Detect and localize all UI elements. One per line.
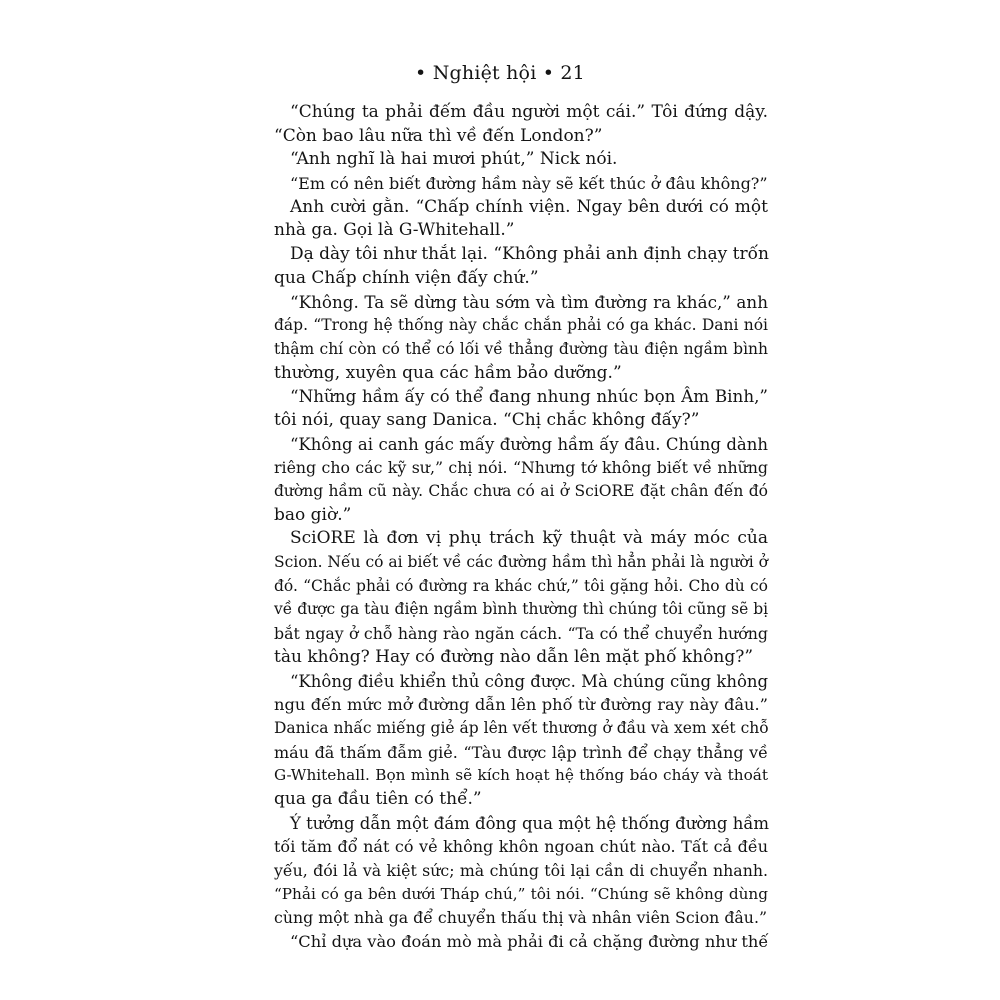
text-line: “Không. Ta sẽ dừng tàu sớm và tìm đường ra khác,” anh	[290, 291, 768, 312]
text-line: ngu đến mức mở đường dẫn lên phố từ đường ray này đâu.”	[274, 695, 768, 715]
text-line: G-Whitehall. Bọn mình sẽ kích hoạt hệ thống báo cháy và thoát	[274, 766, 768, 785]
text-line: bắt ngay ở chỗ hàng rào ngăn cách. “Ta có thể chuyển hướng	[274, 624, 768, 644]
running-header: • Nghiệt hội • 21	[415, 62, 585, 84]
text-line: máu đã thấm đẫm giẻ. “Tàu được lập trình để chạy thẳng về	[274, 742, 768, 762]
text-line: “Những hầm ấy có thể đang nhung nhúc bọn Âm Binh,”	[290, 386, 768, 407]
text-line: qua Chấp chính viện đấy chứ.”	[274, 267, 539, 288]
text-line: “Chúng ta phải đếm đầu người một cái.” Tôi đứng dậy.	[290, 102, 768, 122]
text-line: đáp. “Trong hệ thống này chắc chắn phải có ga khác. Dani nói	[274, 316, 768, 335]
text-line: thường, xuyên qua các hầm bảo dưỡng.”	[274, 362, 622, 383]
text-line: “Không điều khiển thủ công được. Mà chúng cũng không	[290, 671, 769, 691]
text-line: đường hầm cũ này. Chắc chưa có ai ở SciORE đặt chân đến đó	[274, 482, 768, 500]
text-line: tàu không? Hay có đường nào dẫn lên mặt phố không?”	[274, 646, 754, 667]
body-text	[274, 101, 768, 954]
text-line: “Còn bao lâu nữa thì về đến London?”	[274, 125, 603, 146]
text-line: Danica nhấc miếng giẻ áp lên vết thương ở đầu và xem xét chỗ	[274, 718, 769, 737]
text-line: “Em có nên biết đường hầm này sẽ kết thúc ở đâu không?”	[290, 174, 768, 194]
text-line: nhà ga. Gọi là G-Whitehall.”	[274, 220, 515, 241]
text-line: “Phải có ga bên dưới Tháp chú,” tôi nói. “Chúng sẽ không dùng	[274, 884, 768, 903]
text-line: tối tăm đổ nát có vẻ không khôn ngoan chút nào. Tất cả đều	[274, 837, 768, 857]
text-line: “Chỉ dựa vào đoán mò mà phải đi cả chặng đường như thế	[290, 932, 769, 952]
text-line: qua ga đầu tiên có thể.”	[274, 788, 482, 809]
text-line: thậm chí còn có thể có lối về thẳng đường tàu điện ngầm bình	[274, 339, 768, 358]
text-line: “Không ai canh gác mấy đường hầm ấy đâu. Chúng dành	[290, 434, 768, 454]
text-line: SciORE là đơn vị phụ trách kỹ thuật và máy móc của	[290, 528, 768, 549]
text-line: yếu, đói lả và kiệt sức; mà chúng tôi lại cần di chuyển nhanh.	[274, 861, 768, 880]
text-line: “Anh nghĩ là hai mươi phút,” Nick nói.	[290, 149, 618, 170]
text-line: cùng một nhà ga để chuyển thấu thị và nhân viên Scion đâu.”	[274, 908, 768, 928]
text-line: đó. “Chắc phải có đường ra khác chứ,” tôi gặng hỏi. Cho dù có	[274, 576, 768, 595]
text-line: tôi nói, quay sang Danica. “Chị chắc không đấy?”	[274, 409, 700, 430]
text-line: Scion. Nếu có ai biết về các đường hầm thì hẳn phải là người ở	[274, 553, 768, 572]
text-line: bao giờ.”	[274, 504, 352, 525]
text-line: về được ga tàu điện ngầm bình thường thì chúng tôi cũng sẽ bị	[274, 600, 769, 619]
text-line: Anh cười gằn. “Chấp chính viện. Ngay bên dưới có một	[290, 196, 768, 217]
text-line: riêng cho các kỹ sư,” chị nói. “Nhưng tớ không biết về những	[274, 458, 768, 478]
text-line: Dạ dày tôi như thắt lại. “Không phải anh định chạy trốn	[290, 244, 769, 265]
text-line: Ý tưởng dẫn một đám đông qua một hệ thống đường hầm	[290, 813, 770, 833]
